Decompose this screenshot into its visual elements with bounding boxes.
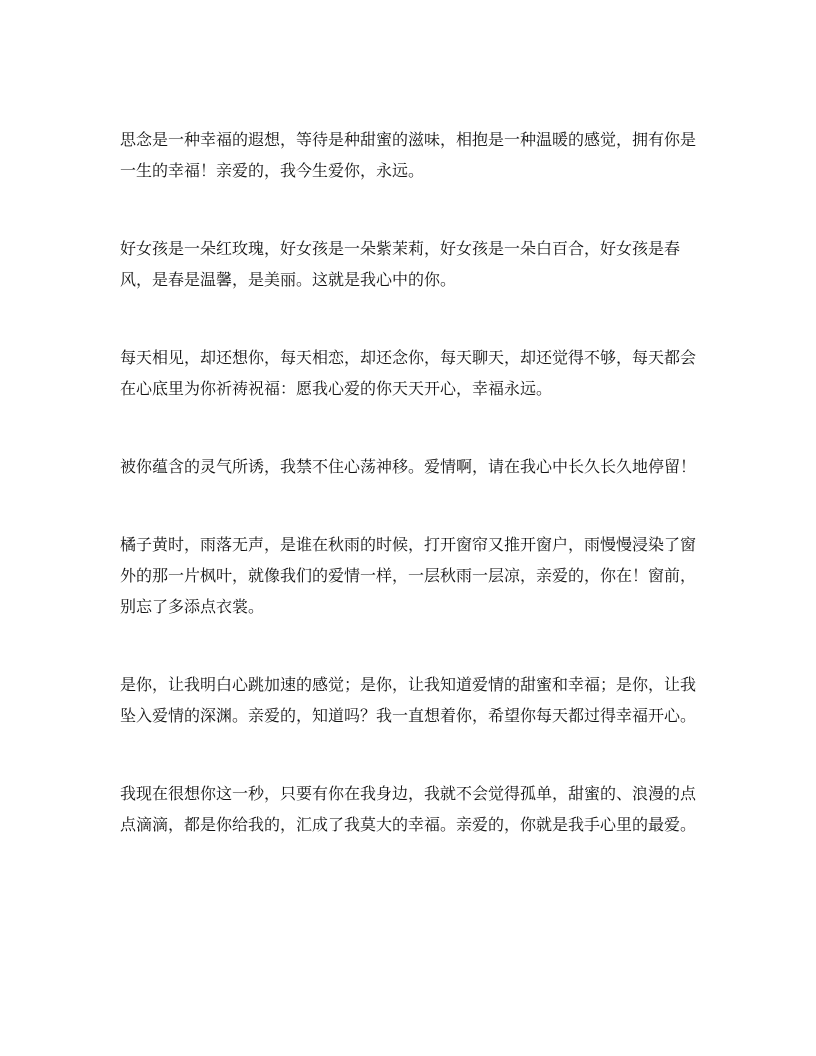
paragraph-7: 我现在很想你这一秒，只要有你在我身边，我就不会觉得孤单，甜蜜的、浪漫的点点滴滴，都是你给我的，汇成了我莫大的幸福。亲爱的，你就是我手心里的最爱。: [120, 784, 697, 834]
paragraph-2: 好女孩是一朵红玫瑰，好女孩是一朵紫茉莉，好女孩是一朵白百合，好女孩是春风，是春是温馨，是美丽。这就是我心中的你。: [120, 239, 681, 289]
paragraph-5: 橘子黄时，雨落无声，是谁在秋雨的时候，打开窗帘又推开窗户，雨慢慢浸染了窗外的那一片枫叶，就像我们的爱情一样，一层秋雨一层凉，亲爱的，你在！窗前，别忘了多添点衣裳。: [120, 535, 697, 616]
document-body: [120, 124, 700, 840]
paragraph-1: 思念是一种幸福的遐想，等待是种甜蜜的滋味，相抱是一种温暖的感觉，拥有你是一生的幸福！亲爱的，我今生爱你，永远。: [120, 130, 697, 180]
paragraph-3: 每天相见，却还想你，每天相恋，却还念你，每天聊天，却还觉得不够，每天都会在心底里为你祈祷祝福：愿我心爱的你天天开心，幸福永远。: [120, 348, 697, 398]
paragraph-4: 被你蕴含的灵气所诱，我禁不住心荡神移。爱情啊，请在我心中长久长久地停留！: [120, 457, 697, 476]
paragraph-6: 是你，让我明白心跳加速的感觉；是你，让我知道爱情的甜蜜和幸福；是你，让我坠入爱情的深渊。亲爱的，知道吗？我一直想着你，希望你每天都过得幸福开心。: [120, 675, 697, 725]
